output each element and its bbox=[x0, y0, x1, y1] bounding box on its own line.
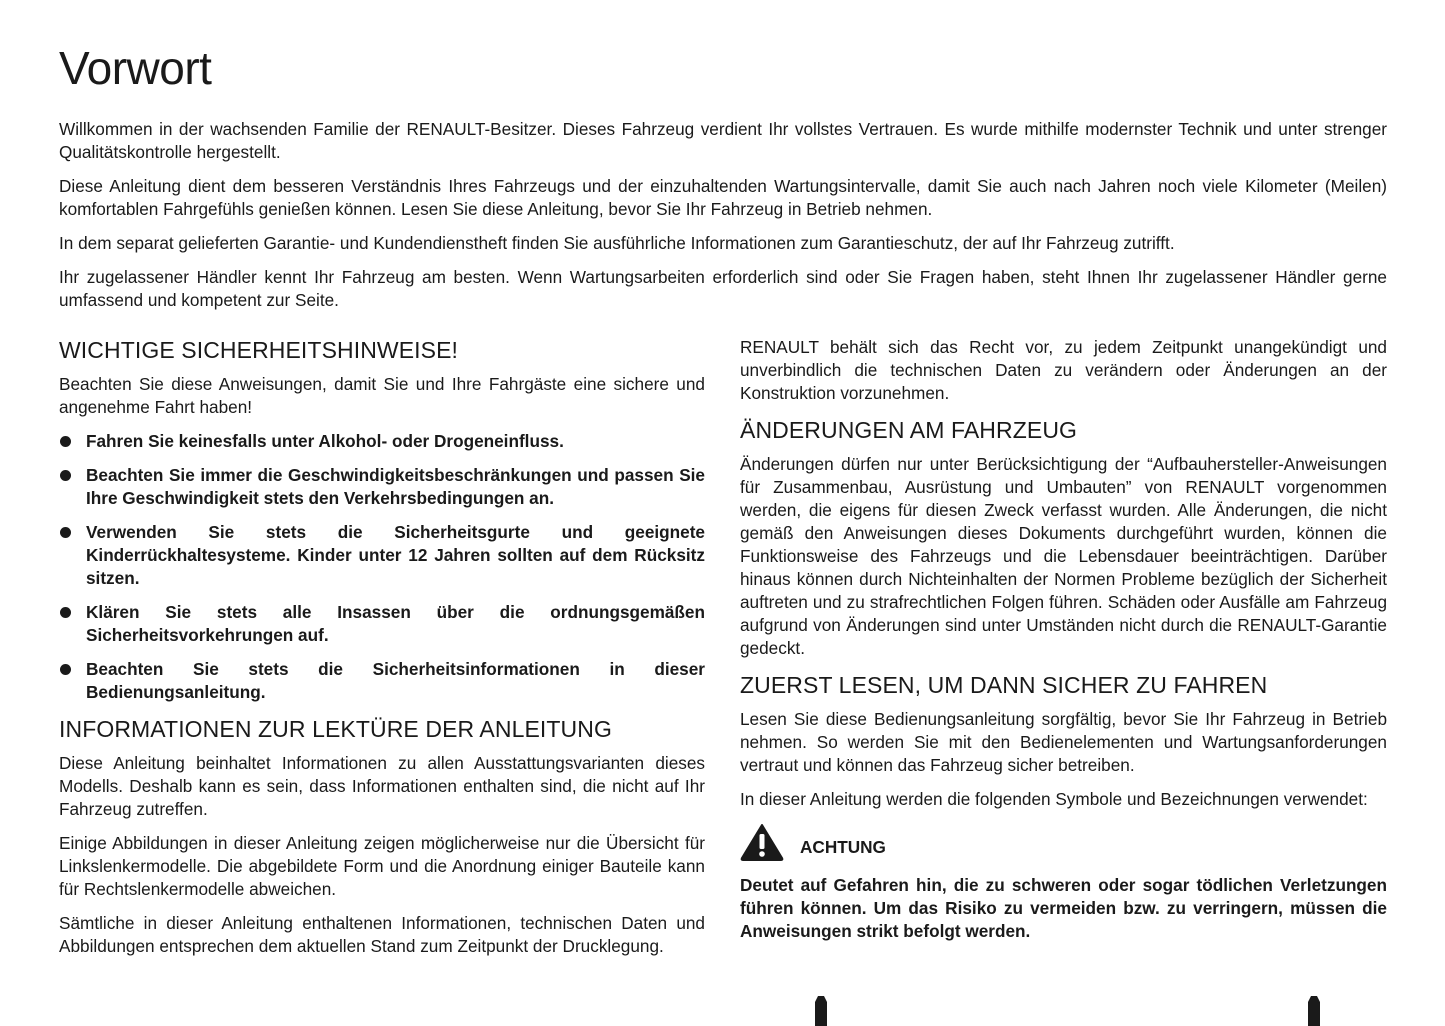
right-column bbox=[740, 336, 1387, 954]
safety-list-item bbox=[59, 521, 705, 590]
page-title: Vorwort bbox=[59, 42, 212, 94]
read-first-paragraph: In dieser Anleitung werden die folgenden Symbole und Bezeichnungen verwendet: bbox=[740, 789, 1368, 809]
warning-header bbox=[740, 822, 1387, 862]
intro-paragraph: Willkommen in der wachsenden Familie der RENAULT-Besitzer. Dieses Fahrzeug verdient Ihr vollstes Vertrauen. Es wurde mithilfe modernster Technik und unter strenger Qualitätskontrolle hergestellt. bbox=[59, 119, 1387, 162]
safety-intro: Beachten Sie diese Anweisungen, damit Sie und Ihre Fahrgäste eine sichere und angenehme Fahrt haben! bbox=[59, 374, 705, 417]
safety-item-text: Fahren Sie keinesfalls unter Alkohol- oder Drogeneinfluss. bbox=[86, 431, 564, 451]
bullet-dot-icon bbox=[60, 664, 71, 675]
bullet-dot-icon bbox=[60, 470, 71, 481]
modifications-paragraph: Änderungen dürfen nur unter Berücksichtigung der “Aufbauhersteller-Anweisungen für Zusammenbau, Ausrüstung und Umbauten” von RENAULT vorgenommen werden, die eigens für diesen Zweck verfasst wurden. Alle Änderungen, die nicht gemäß den Anweisungen dieses Dokuments durchgeführt wurden, können die Funktionsweise des Fahrzeugs und die Lebensdauer beeinträchtigen. Darüber hinaus können durch Nichteinhalten der Normen Probleme bezüglich der Sicherheit auftreten und zu strafrechtlichen Folgen führen. Schäden oder Ausfälle am Fahrzeug aufgrund von Änderungen sind unter Umständen nicht durch die RENAULT-Garantie gedeckt. bbox=[740, 454, 1387, 658]
crop-mark-icon bbox=[813, 994, 829, 1026]
bullet-dot-icon bbox=[60, 436, 71, 447]
bullet-dot-icon bbox=[60, 607, 71, 618]
safety-item-text: Beachten Sie stets die Sicherheitsinformationen in dieser Bedienungsanleitung. bbox=[86, 659, 705, 702]
warning-triangle-icon bbox=[740, 823, 784, 861]
safety-list-item bbox=[59, 601, 705, 647]
warning-label: ACHTUNG bbox=[800, 836, 886, 857]
safety-item-text: Klären Sie stets alle Insassen über die ordnungsgemäßen Sicherheitsvorkehrungen auf. bbox=[86, 602, 705, 645]
safety-item-text: Beachten Sie immer die Geschwindigkeitsbeschränkungen und passen Sie Ihre Geschwindigkeit stets den Verkehrsbedingungen an. bbox=[86, 465, 705, 508]
intro-paragraph: Diese Anleitung dient dem besseren Verständnis Ihres Fahrzeugs und der einzuhaltenden Wartungsintervalle, damit Sie auch nach Jahren noch viele Kilometer (Meilen) komfortablen Fahrgefühls genießen können. Lesen Sie diese Anleitung, bevor Sie Ihr Fahrzeug in Betrieb nehmen. bbox=[59, 176, 1387, 219]
intro-paragraph: In dem separat gelieferten Garantie- und Kundendienstheft finden Sie ausführliche Informationen zum Garantieschutz, der auf Ihr Fahrzeug zutrifft. bbox=[59, 233, 1175, 253]
reading-paragraph: Sämtliche in dieser Anleitung enthaltenen Informationen, technischen Daten und Abbildungen entsprechen dem aktuellen Stand zum Zeitpunkt der Drucklegung. bbox=[59, 913, 705, 956]
modifications-heading: ÄNDERUNGEN AM FAHRZEUG bbox=[740, 417, 1078, 443]
reading-paragraph: Einige Abbildungen in dieser Anleitung zeigen möglicherweise nur die Übersicht für Linkslenkermodelle. Die abgebildete Form und die Anordnung einiger Bauteile kann für Rechtslenkermodelle abweichen. bbox=[59, 833, 705, 899]
crop-mark-icon bbox=[1306, 994, 1322, 1026]
bullet-dot-icon bbox=[60, 527, 71, 538]
read-first-paragraph: Lesen Sie diese Bedienungsanleitung sorgfältig, bevor Sie Ihr Fahrzeug in Betrieb nehmen. So werden Sie mit den Bedienelementen und Wartungsanforderungen vertraut und können das Fahrzeug sicher betreiben. bbox=[740, 709, 1387, 775]
intro-paragraph: Ihr zugelassener Händler kennt Ihr Fahrzeug am besten. Wenn Wartungsarbeiten erforderlich sind oder Sie Fragen haben, steht Ihnen Ihr zugelassener Händler gerne umfassend und kompetent zur Seite. bbox=[59, 267, 1387, 310]
read-first-heading: ZUERST LESEN, UM DANN SICHER ZU FAHREN bbox=[740, 672, 1268, 698]
reading-heading: INFORMATIONEN ZUR LEKTÜRE DER ANLEITUNG bbox=[59, 716, 612, 742]
left-column bbox=[59, 336, 705, 969]
rights-paragraph: RENAULT behält sich das Recht vor, zu jedem Zeitpunkt unangekündigt und unverbindlich die technischen Daten zu verändern oder Änderungen an der Konstruktion vorzunehmen. bbox=[740, 337, 1387, 403]
warning-text: Deutet auf Gefahren hin, die zu schweren oder sogar tödlichen Verletzungen führen können. Um das Risiko zu vermeiden bzw. zu verringern, müssen die Anweisungen strikt befolgt werden. bbox=[740, 875, 1387, 941]
safety-list-item bbox=[59, 658, 705, 704]
intro-section bbox=[59, 118, 1387, 323]
safety-heading: WICHTIGE SICHERHEITSHINWEISE! bbox=[59, 337, 459, 363]
safety-list bbox=[59, 430, 705, 704]
safety-list-item bbox=[59, 464, 705, 510]
reading-paragraph: Diese Anleitung beinhaltet Informationen zu allen Ausstattungsvarianten dieses Modells. Deshalb kann es sein, dass Informationen enthalten sind, die nicht auf Ihr Fahrzeug zutreffen. bbox=[59, 753, 705, 819]
safety-item-text: Verwenden Sie stets die Sicherheitsgurte und geeignete Kinderrückhaltesysteme. Kinder unter 12 Jahren sollten auf dem Rücksitz sitzen. bbox=[86, 522, 705, 588]
safety-list-item bbox=[59, 430, 705, 453]
